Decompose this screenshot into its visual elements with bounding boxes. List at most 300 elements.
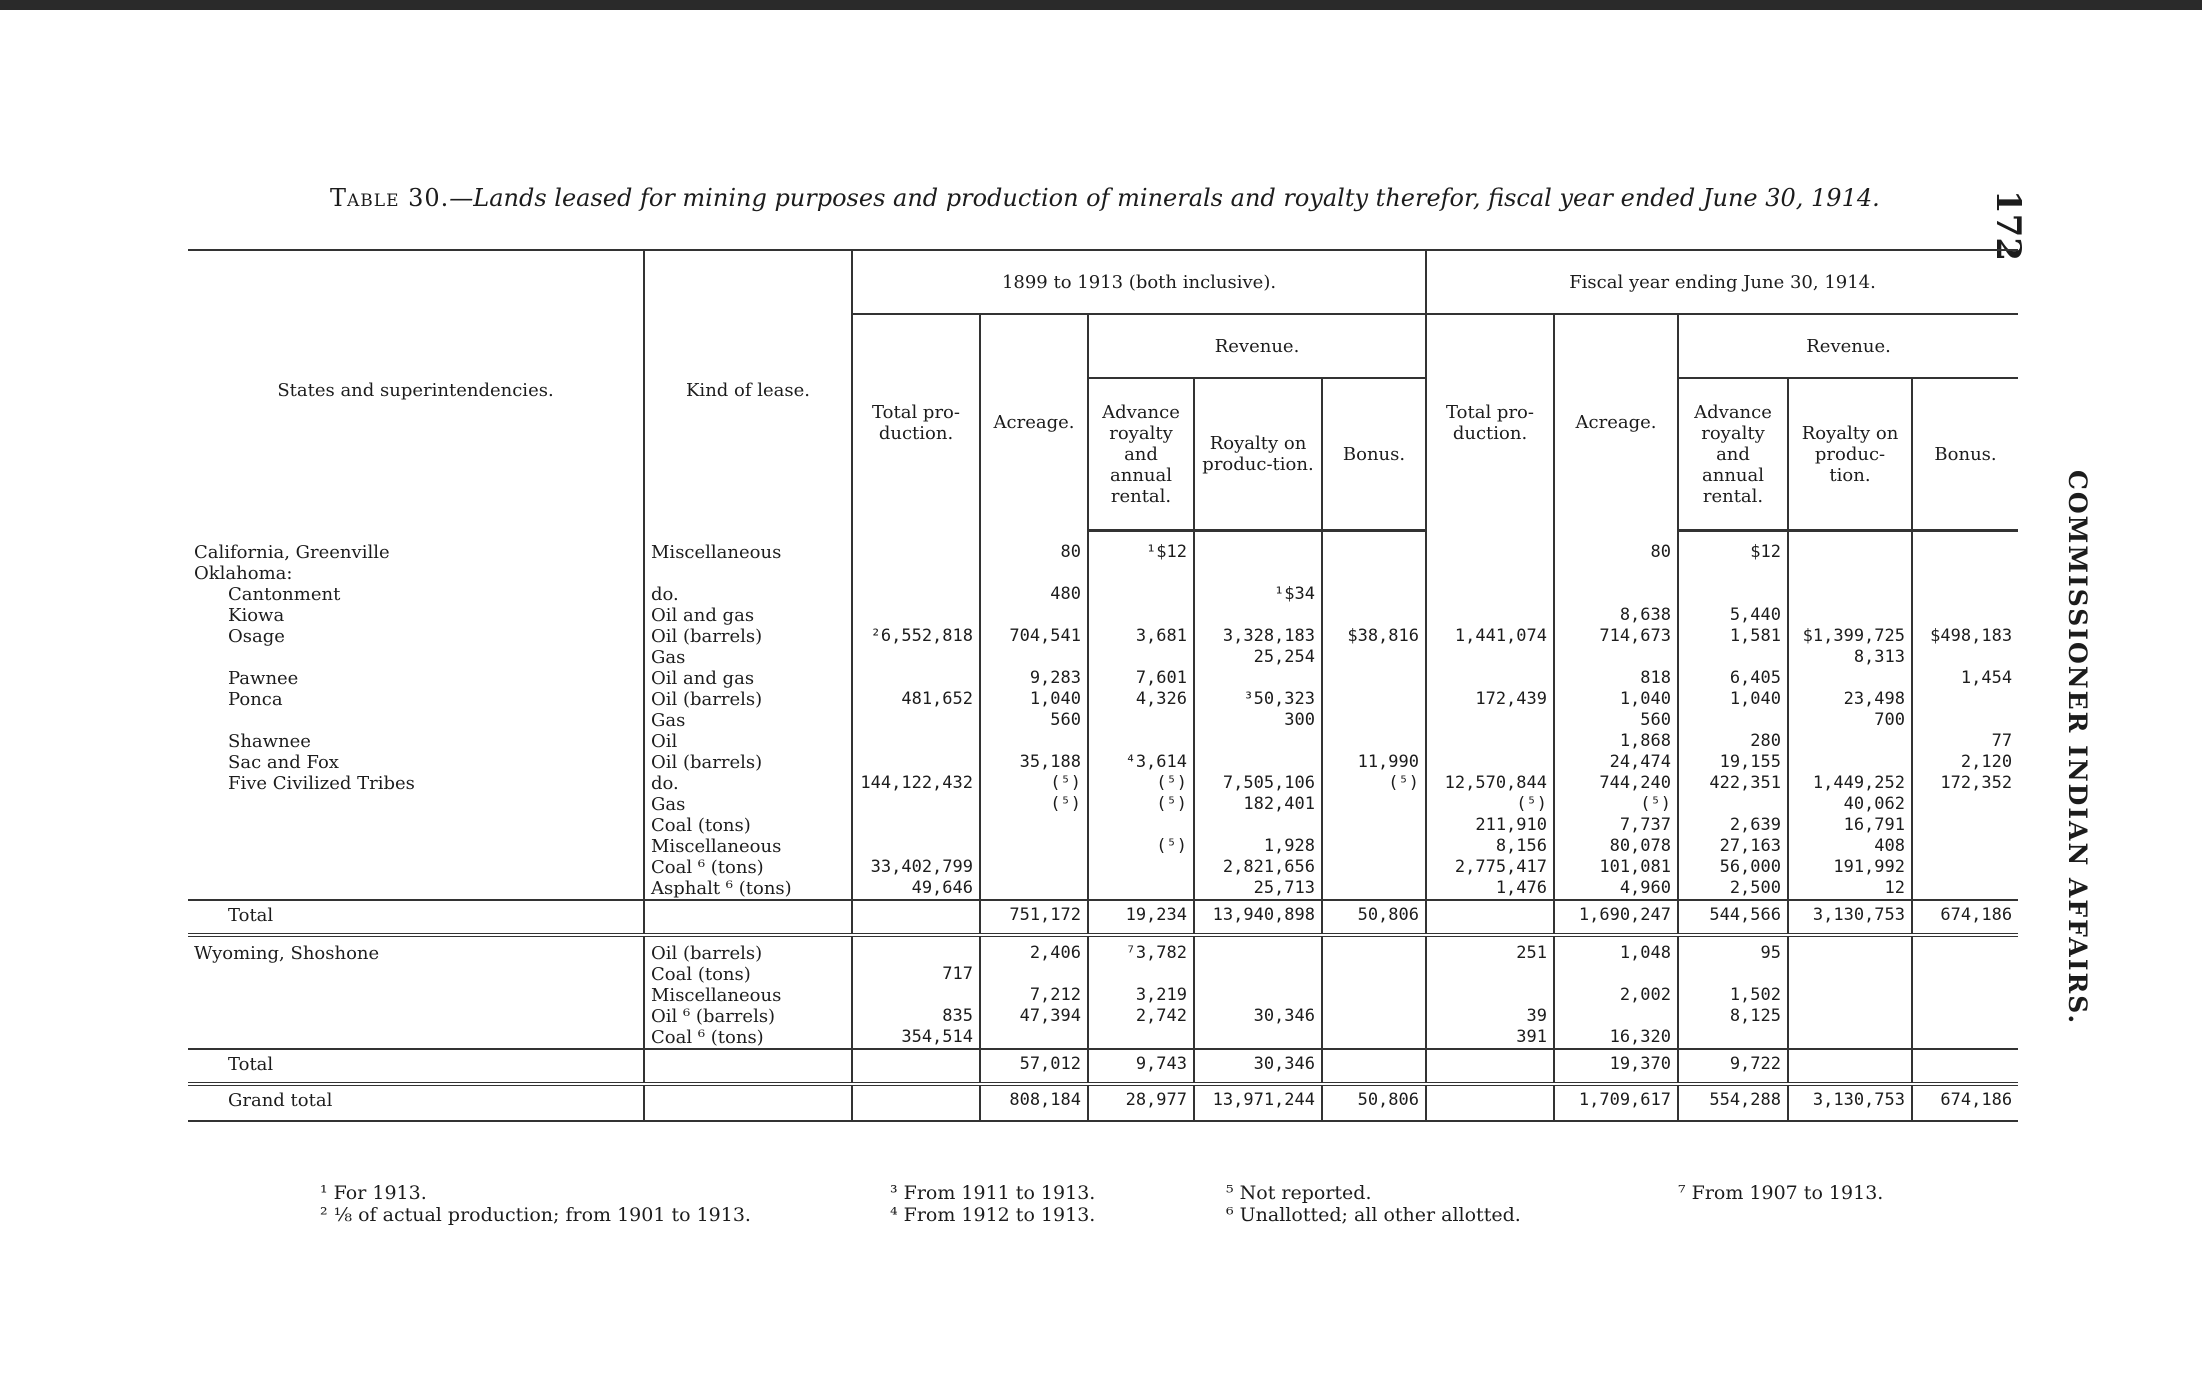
footnote-5: ⁵ Not reported.	[1226, 1182, 1372, 1204]
row-value	[980, 605, 1088, 626]
row-value	[1426, 731, 1554, 752]
table-row	[188, 1027, 2018, 1049]
row-value	[1912, 1006, 2018, 1027]
table-row	[188, 710, 2018, 731]
table-row	[188, 647, 2018, 668]
row-value	[1322, 964, 1426, 985]
row-value	[852, 668, 980, 689]
row-value: 16,320	[1554, 1027, 1678, 1049]
total-value: 50,806	[1322, 900, 1426, 935]
row-kind	[644, 563, 852, 584]
row-value	[1322, 1027, 1426, 1049]
row-value: (⁵)	[1554, 794, 1678, 815]
row-value: 1,040	[980, 689, 1088, 710]
row-value: 1,040	[1554, 689, 1678, 710]
row-value: 704,541	[980, 626, 1088, 647]
row-kind: do.	[644, 773, 852, 794]
row-name	[188, 815, 644, 836]
row-name: Osage	[228, 626, 285, 647]
row-value: 2,821,656	[1194, 857, 1322, 878]
header-bonus-1: Bonus.	[1322, 378, 1426, 531]
row-value	[1912, 878, 2018, 900]
row-value	[1912, 647, 2018, 668]
row-value	[852, 584, 980, 605]
row-value	[852, 731, 980, 752]
total-value	[852, 1049, 980, 1084]
row-name	[188, 985, 644, 1006]
row-name	[188, 1027, 644, 1049]
row-value: 8,638	[1554, 605, 1678, 626]
row-value: 35,188	[980, 752, 1088, 773]
total-row	[188, 900, 2018, 935]
row-value: 1,502	[1678, 985, 1788, 1006]
row-kind: Miscellaneous	[644, 985, 852, 1006]
row-value	[1554, 563, 1678, 584]
row-value	[1426, 584, 1554, 605]
row-value	[1194, 563, 1322, 584]
total-value	[852, 1084, 980, 1121]
table-row	[188, 605, 2018, 626]
row-value: (⁵)	[980, 773, 1088, 794]
row-value	[1788, 584, 1912, 605]
total-value	[1788, 1049, 1912, 1084]
row-value	[1912, 836, 2018, 857]
row-value: 39	[1426, 1006, 1554, 1027]
row-value: 80,078	[1554, 836, 1678, 857]
row-name	[188, 647, 644, 668]
row-value	[980, 878, 1088, 900]
row-value	[1426, 563, 1554, 584]
row-value	[1426, 605, 1554, 626]
row-value: 8,156	[1426, 836, 1554, 857]
total-value: 1,709,617	[1554, 1084, 1678, 1121]
footnote-4: ⁴ From 1912 to 1913.	[890, 1204, 1096, 1226]
row-value	[1322, 878, 1426, 900]
row-value: 5,440	[1678, 605, 1788, 626]
total-value: 19,370	[1554, 1049, 1678, 1084]
row-name: Ponca	[228, 689, 283, 710]
row-value: 77	[1912, 731, 2018, 752]
row-value: (⁵)	[980, 794, 1088, 815]
row-value	[1088, 857, 1194, 878]
row-value	[1322, 836, 1426, 857]
row-value: 251	[1426, 935, 1554, 964]
header-advance-2: Advance royalty and annual rental.	[1678, 378, 1788, 531]
row-value: (⁵)	[1426, 794, 1554, 815]
row-value: 30,346	[1194, 1006, 1322, 1027]
row-value: (⁵)	[1322, 773, 1426, 794]
header-royalty-2: Royalty on produc-tion.	[1788, 378, 1912, 531]
total-value	[1426, 1049, 1554, 1084]
header-acreage-1: Acreage.	[980, 314, 1088, 531]
row-value: ⁴3,614	[1088, 752, 1194, 773]
header-revenue-1: Revenue.	[1088, 314, 1426, 378]
row-value	[980, 815, 1088, 836]
table-row	[188, 542, 2018, 563]
row-value: 818	[1554, 668, 1678, 689]
row-kind: Oil and gas	[644, 605, 852, 626]
row-kind: Oil ⁶ (barrels)	[644, 1006, 852, 1027]
row-value	[1322, 985, 1426, 1006]
row-value: 480	[980, 584, 1088, 605]
row-value	[1088, 815, 1194, 836]
row-value	[980, 1027, 1088, 1049]
row-value: 4,326	[1088, 689, 1194, 710]
total-kind-empty	[644, 900, 852, 935]
row-value	[1194, 668, 1322, 689]
row-value	[852, 563, 980, 584]
row-value	[980, 731, 1088, 752]
row-value: 25,254	[1194, 647, 1322, 668]
total-value: 9,722	[1678, 1049, 1788, 1084]
row-name	[188, 710, 644, 731]
total-label: Total	[188, 900, 644, 935]
row-value	[852, 605, 980, 626]
row-value	[1678, 1027, 1788, 1049]
row-value	[1426, 985, 1554, 1006]
row-value	[1194, 605, 1322, 626]
row-value	[1788, 1006, 1912, 1027]
table-row	[188, 857, 2018, 878]
row-name: Cantonment	[228, 584, 341, 605]
row-kind: Gas	[644, 647, 852, 668]
row-value	[1912, 710, 2018, 731]
row-value: 80	[980, 542, 1088, 563]
row-value: 33,402,799	[852, 857, 980, 878]
row-value	[1194, 542, 1322, 563]
row-value: 182,401	[1194, 794, 1322, 815]
row-value: 3,681	[1088, 626, 1194, 647]
row-value	[1322, 815, 1426, 836]
row-value	[1322, 584, 1426, 605]
total-label: Grand total	[188, 1084, 644, 1121]
row-value: $38,816	[1322, 626, 1426, 647]
row-value	[1788, 563, 1912, 584]
row-value	[1088, 710, 1194, 731]
header-revenue-2: Revenue.	[1678, 314, 2018, 378]
row-value: 27,163	[1678, 836, 1788, 857]
row-value: 7,737	[1554, 815, 1678, 836]
row-kind: Coal ⁶ (tons)	[644, 857, 852, 878]
row-value: 422,351	[1678, 773, 1788, 794]
header-period-fy1914: Fiscal year ending June 30, 1914.	[1426, 250, 2018, 314]
table-row	[188, 584, 2018, 605]
row-kind: Oil (barrels)	[644, 752, 852, 773]
row-value: 280	[1678, 731, 1788, 752]
row-value	[1322, 542, 1426, 563]
row-value	[1322, 563, 1426, 584]
row-value	[1554, 1006, 1678, 1027]
row-value: 7,212	[980, 985, 1088, 1006]
row-value	[1194, 985, 1322, 1006]
footnote-1: ¹ For 1913.	[320, 1182, 427, 1204]
row-value: (⁵)	[1088, 836, 1194, 857]
row-value	[1554, 584, 1678, 605]
row-value	[1088, 1027, 1194, 1049]
row-value	[1554, 647, 1678, 668]
page-number: 172	[1988, 190, 2028, 261]
row-value	[1912, 563, 2018, 584]
row-kind: Coal (tons)	[644, 815, 852, 836]
row-value	[1194, 1027, 1322, 1049]
row-value: 8,125	[1678, 1006, 1788, 1027]
row-kind: Oil	[644, 731, 852, 752]
row-kind: Coal ⁶ (tons)	[644, 1027, 852, 1049]
row-value: 25,713	[1194, 878, 1322, 900]
row-value	[980, 964, 1088, 985]
total-value: 751,172	[980, 900, 1088, 935]
row-value	[1088, 878, 1194, 900]
row-value	[1194, 815, 1322, 836]
row-name	[188, 857, 644, 878]
row-value	[1912, 794, 2018, 815]
table-row	[188, 752, 2018, 773]
row-kind: Gas	[644, 794, 852, 815]
header-kind: Kind of lease.	[644, 250, 852, 531]
total-value: 57,012	[980, 1049, 1088, 1084]
row-value	[1678, 647, 1788, 668]
table-row	[188, 731, 2018, 752]
row-value: 717	[852, 964, 980, 985]
row-value: 172,439	[1426, 689, 1554, 710]
row-value	[1788, 605, 1912, 626]
row-name: California, Greenville	[194, 542, 390, 563]
row-value: 1,868	[1554, 731, 1678, 752]
total-value: 674,186	[1912, 900, 2018, 935]
wyoming-body	[188, 935, 2018, 1049]
row-value	[1194, 752, 1322, 773]
table-row	[188, 1006, 2018, 1027]
row-value	[1554, 964, 1678, 985]
row-value: 11,990	[1322, 752, 1426, 773]
row-value: 481,652	[852, 689, 980, 710]
row-value: 24,474	[1554, 752, 1678, 773]
row-value: 23,498	[1788, 689, 1912, 710]
footnote-2: ² ⅛ of actual production; from 1901 to 1913.	[320, 1204, 751, 1226]
total-label: Total	[188, 1049, 644, 1084]
row-value: 7,601	[1088, 668, 1194, 689]
row-value	[852, 836, 980, 857]
row-value	[1322, 857, 1426, 878]
row-value	[1788, 731, 1912, 752]
row-value	[1678, 584, 1788, 605]
row-value: 9,283	[980, 668, 1088, 689]
row-value	[1912, 1027, 2018, 1049]
row-name	[188, 964, 644, 985]
spacer-cell	[188, 531, 644, 543]
running-head: COMMISSIONER INDIAN AFFAIRS.	[2063, 470, 2092, 1026]
row-value	[1912, 964, 2018, 985]
row-value: ⁷3,782	[1088, 935, 1194, 964]
row-name	[188, 794, 644, 815]
row-value: 2,639	[1678, 815, 1788, 836]
row-value: 7,505,106	[1194, 773, 1322, 794]
total-value: 28,977	[1088, 1084, 1194, 1121]
row-value: 16,791	[1788, 815, 1912, 836]
table-row	[188, 668, 2018, 689]
row-value	[1788, 964, 1912, 985]
header-period-1899-1913: 1899 to 1913 (both inclusive).	[852, 250, 1426, 314]
total1-body	[188, 900, 2018, 935]
total-value	[852, 900, 980, 935]
row-value	[1678, 563, 1788, 584]
row-value	[1322, 668, 1426, 689]
total-value	[1912, 1049, 2018, 1084]
row-kind: Coal (tons)	[644, 964, 852, 985]
row-kind: do.	[644, 584, 852, 605]
table-row	[188, 773, 2018, 794]
row-value: (⁵)	[1088, 794, 1194, 815]
row-value: 560	[980, 710, 1088, 731]
row-value: 744,240	[1554, 773, 1678, 794]
row-value	[1426, 647, 1554, 668]
row-value	[1912, 605, 2018, 626]
footnote-3: ³ From 1911 to 1913.	[890, 1182, 1096, 1204]
row-value: 1,581	[1678, 626, 1788, 647]
row-value	[1088, 647, 1194, 668]
row-value: 1,476	[1426, 878, 1554, 900]
row-name	[188, 878, 644, 900]
total-value: 19,234	[1088, 900, 1194, 935]
row-value: $1,399,725	[1788, 626, 1912, 647]
row-value	[1678, 794, 1788, 815]
row-value	[1678, 710, 1788, 731]
row-value: 101,081	[1554, 857, 1678, 878]
row-value: 4,960	[1554, 878, 1678, 900]
total-value: 9,743	[1088, 1049, 1194, 1084]
row-value: 1,048	[1554, 935, 1678, 964]
row-value	[1426, 710, 1554, 731]
row-value	[1426, 964, 1554, 985]
row-value: 714,673	[1554, 626, 1678, 647]
table-row	[188, 935, 2018, 964]
row-value: 6,405	[1678, 668, 1788, 689]
row-value: 560	[1554, 710, 1678, 731]
grand-total-body	[188, 1084, 2018, 1121]
row-value: 8,313	[1788, 647, 1912, 668]
row-value	[1322, 647, 1426, 668]
total-value: 544,566	[1678, 900, 1788, 935]
row-value	[1194, 935, 1322, 964]
total-value	[1426, 1084, 1554, 1121]
row-kind: Asphalt ⁶ (tons)	[644, 878, 852, 900]
total-value: 674,186	[1912, 1084, 2018, 1121]
header-total-production-2: Total pro-duction.	[1426, 314, 1554, 531]
row-value: 144,122,432	[852, 773, 980, 794]
row-value	[980, 563, 1088, 584]
row-value	[1088, 605, 1194, 626]
row-value	[1322, 935, 1426, 964]
data-table-wrapper	[188, 249, 2018, 1122]
row-value: 95	[1678, 935, 1788, 964]
row-value: ¹$12	[1088, 542, 1194, 563]
table-row	[188, 836, 2018, 857]
row-value	[1788, 542, 1912, 563]
row-name: Five Civilized Tribes	[228, 773, 415, 794]
row-value	[1788, 752, 1912, 773]
table-row	[188, 878, 2018, 900]
row-name: Kiowa	[228, 605, 285, 626]
row-value	[852, 647, 980, 668]
total-row	[188, 1049, 2018, 1084]
row-value: 172,352	[1912, 773, 2018, 794]
total-value: 13,940,898	[1194, 900, 1322, 935]
row-value: 1,449,252	[1788, 773, 1912, 794]
row-value: 2,406	[980, 935, 1088, 964]
row-value: 700	[1788, 710, 1912, 731]
row-value	[1912, 935, 2018, 964]
total-value: 1,690,247	[1554, 900, 1678, 935]
row-value: 12,570,844	[1426, 773, 1554, 794]
row-value	[1788, 935, 1912, 964]
header-total-production-1: Total pro-duction.	[852, 314, 980, 531]
table-body	[188, 531, 2018, 543]
total-value: 50,806	[1322, 1084, 1426, 1121]
row-value: (⁵)	[1088, 773, 1194, 794]
row-value: 19,155	[1678, 752, 1788, 773]
row-value	[852, 794, 980, 815]
row-value	[1426, 542, 1554, 563]
oklahoma-body	[188, 542, 2018, 900]
row-value	[1912, 542, 2018, 563]
row-value	[980, 647, 1088, 668]
row-name	[188, 836, 644, 857]
row-value: ¹$34	[1194, 584, 1322, 605]
row-value	[1912, 857, 2018, 878]
row-value	[852, 935, 980, 964]
row-value: 2,775,417	[1426, 857, 1554, 878]
row-kind: Gas	[644, 710, 852, 731]
table-row	[188, 563, 2018, 584]
row-name: Pawnee	[228, 668, 299, 689]
row-value: 2,500	[1678, 878, 1788, 900]
row-value	[980, 836, 1088, 857]
table-row	[188, 815, 2018, 836]
leases-table	[188, 249, 2018, 1122]
row-value: 300	[1194, 710, 1322, 731]
row-value: 56,000	[1678, 857, 1788, 878]
row-value	[1788, 985, 1912, 1006]
spacer-cell	[644, 531, 852, 543]
total-value	[1322, 1049, 1426, 1084]
row-value	[1088, 731, 1194, 752]
footnote-6: ⁶ Unallotted; all other allotted.	[1226, 1204, 1521, 1226]
row-name	[188, 1006, 644, 1027]
table-row	[188, 689, 2018, 710]
row-value: 40,062	[1788, 794, 1912, 815]
row-value: 2,002	[1554, 985, 1678, 1006]
row-value	[852, 752, 980, 773]
total-kind-empty	[644, 1049, 852, 1084]
row-value	[980, 857, 1088, 878]
row-kind: Oil (barrels)	[644, 689, 852, 710]
row-name: Sac and Fox	[228, 752, 339, 773]
row-value	[1788, 1027, 1912, 1049]
row-value: 49,646	[852, 878, 980, 900]
row-value	[1088, 964, 1194, 985]
row-name: Shawnee	[228, 731, 311, 752]
footnote-7: ⁷ From 1907 to 1913.	[1678, 1182, 1884, 1204]
row-kind: Oil and gas	[644, 668, 852, 689]
row-value	[852, 985, 980, 1006]
row-value: 191,992	[1788, 857, 1912, 878]
row-value	[1788, 668, 1912, 689]
total-kind-empty	[644, 1084, 852, 1121]
total-value	[1426, 900, 1554, 935]
row-value: 1,454	[1912, 668, 2018, 689]
total-value: 3,130,753	[1788, 900, 1912, 935]
row-value: 47,394	[980, 1006, 1088, 1027]
